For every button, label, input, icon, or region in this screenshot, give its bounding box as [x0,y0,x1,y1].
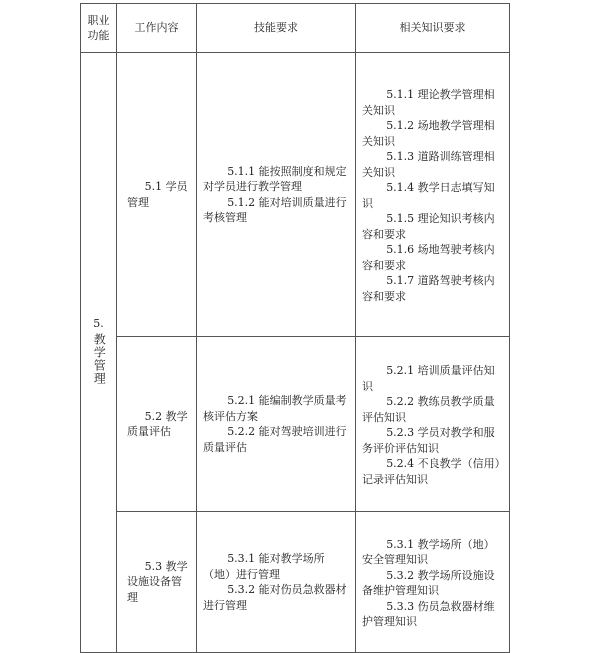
knowledge-item: 5.2.4 不良教学（信用）记录评估知识 [362,457,501,486]
table-row [81,512,510,653]
knowledge-item: 5.2.3 学员对教学和服务评价评估知识 [362,426,495,455]
header-skills: 技能要求 [197,4,356,53]
skill-item: 5.3.2 能对伤员急救器材进行管理 [203,583,347,612]
header-function-line1: 职业 [87,13,110,27]
skill-item: 5.2.1 能编制教学质量考核评估方案 [203,394,347,423]
skill-item: 5.1.2 能对培训质量进行考核管理 [203,195,347,224]
knowledge-item: 5.2.1 培训质量评估知识 [362,364,495,393]
function-name: 教学管理 [92,333,107,385]
knowledge-item: 5.1.2 场地教学管理相关知识 [362,119,495,148]
content-cell [117,53,197,337]
content-text: 5.1 学员管理 [127,180,188,209]
skill-requirements-table [80,3,510,653]
skills-cell [197,53,356,337]
knowledge-cell [356,512,510,653]
header-function-line2: 功能 [87,29,110,42]
skill-item: 5.1.1 能按照制度和规定对学员进行教学管理 [203,164,347,193]
knowledge-item: 5.2.2 教练员教学质量评估知识 [362,395,495,424]
header-function [81,4,117,53]
header-knowledge: 相关知识要求 [356,4,510,53]
knowledge-cell [356,337,510,512]
content-text: 5.2 教学质量评估 [127,409,188,438]
table-row [81,337,510,512]
content-text: 5.3 教学设施设备管理 [127,559,188,604]
content-cell [117,512,197,653]
knowledge-item: 5.1.1 理论教学管理相关知识 [362,88,495,117]
knowledge-item: 5.3.3 伤员急救器材维护管理知识 [362,599,495,628]
knowledge-item: 5.1.4 教学日志填写知识 [362,181,495,210]
table-row [81,53,510,337]
table-header-row [81,4,510,53]
knowledge-cell [356,53,510,337]
function-number: 5. [93,316,104,330]
knowledge-item: 5.3.2 教学场所设施设备维护管理知识 [362,568,495,597]
knowledge-item: 5.3.1 教学场所（地）安全管理知识 [362,537,495,566]
content-cell [117,337,197,512]
function-cell [81,53,117,653]
skill-item: 5.2.2 能对驾驶培训进行质量评估 [203,425,347,454]
skills-cell [197,512,356,653]
knowledge-item: 5.1.5 理论知识考核内容和要求 [362,212,495,241]
knowledge-item: 5.1.6 场地驾驶考核内容和要求 [362,243,495,272]
knowledge-item: 5.1.3 道路训练管理相关知识 [362,150,495,179]
knowledge-item: 5.1.7 道路驾驶考核内容和要求 [362,274,495,303]
header-content: 工作内容 [117,4,197,53]
skills-cell [197,337,356,512]
skill-item: 5.3.1 能对教学场所（地）进行管理 [203,552,325,581]
